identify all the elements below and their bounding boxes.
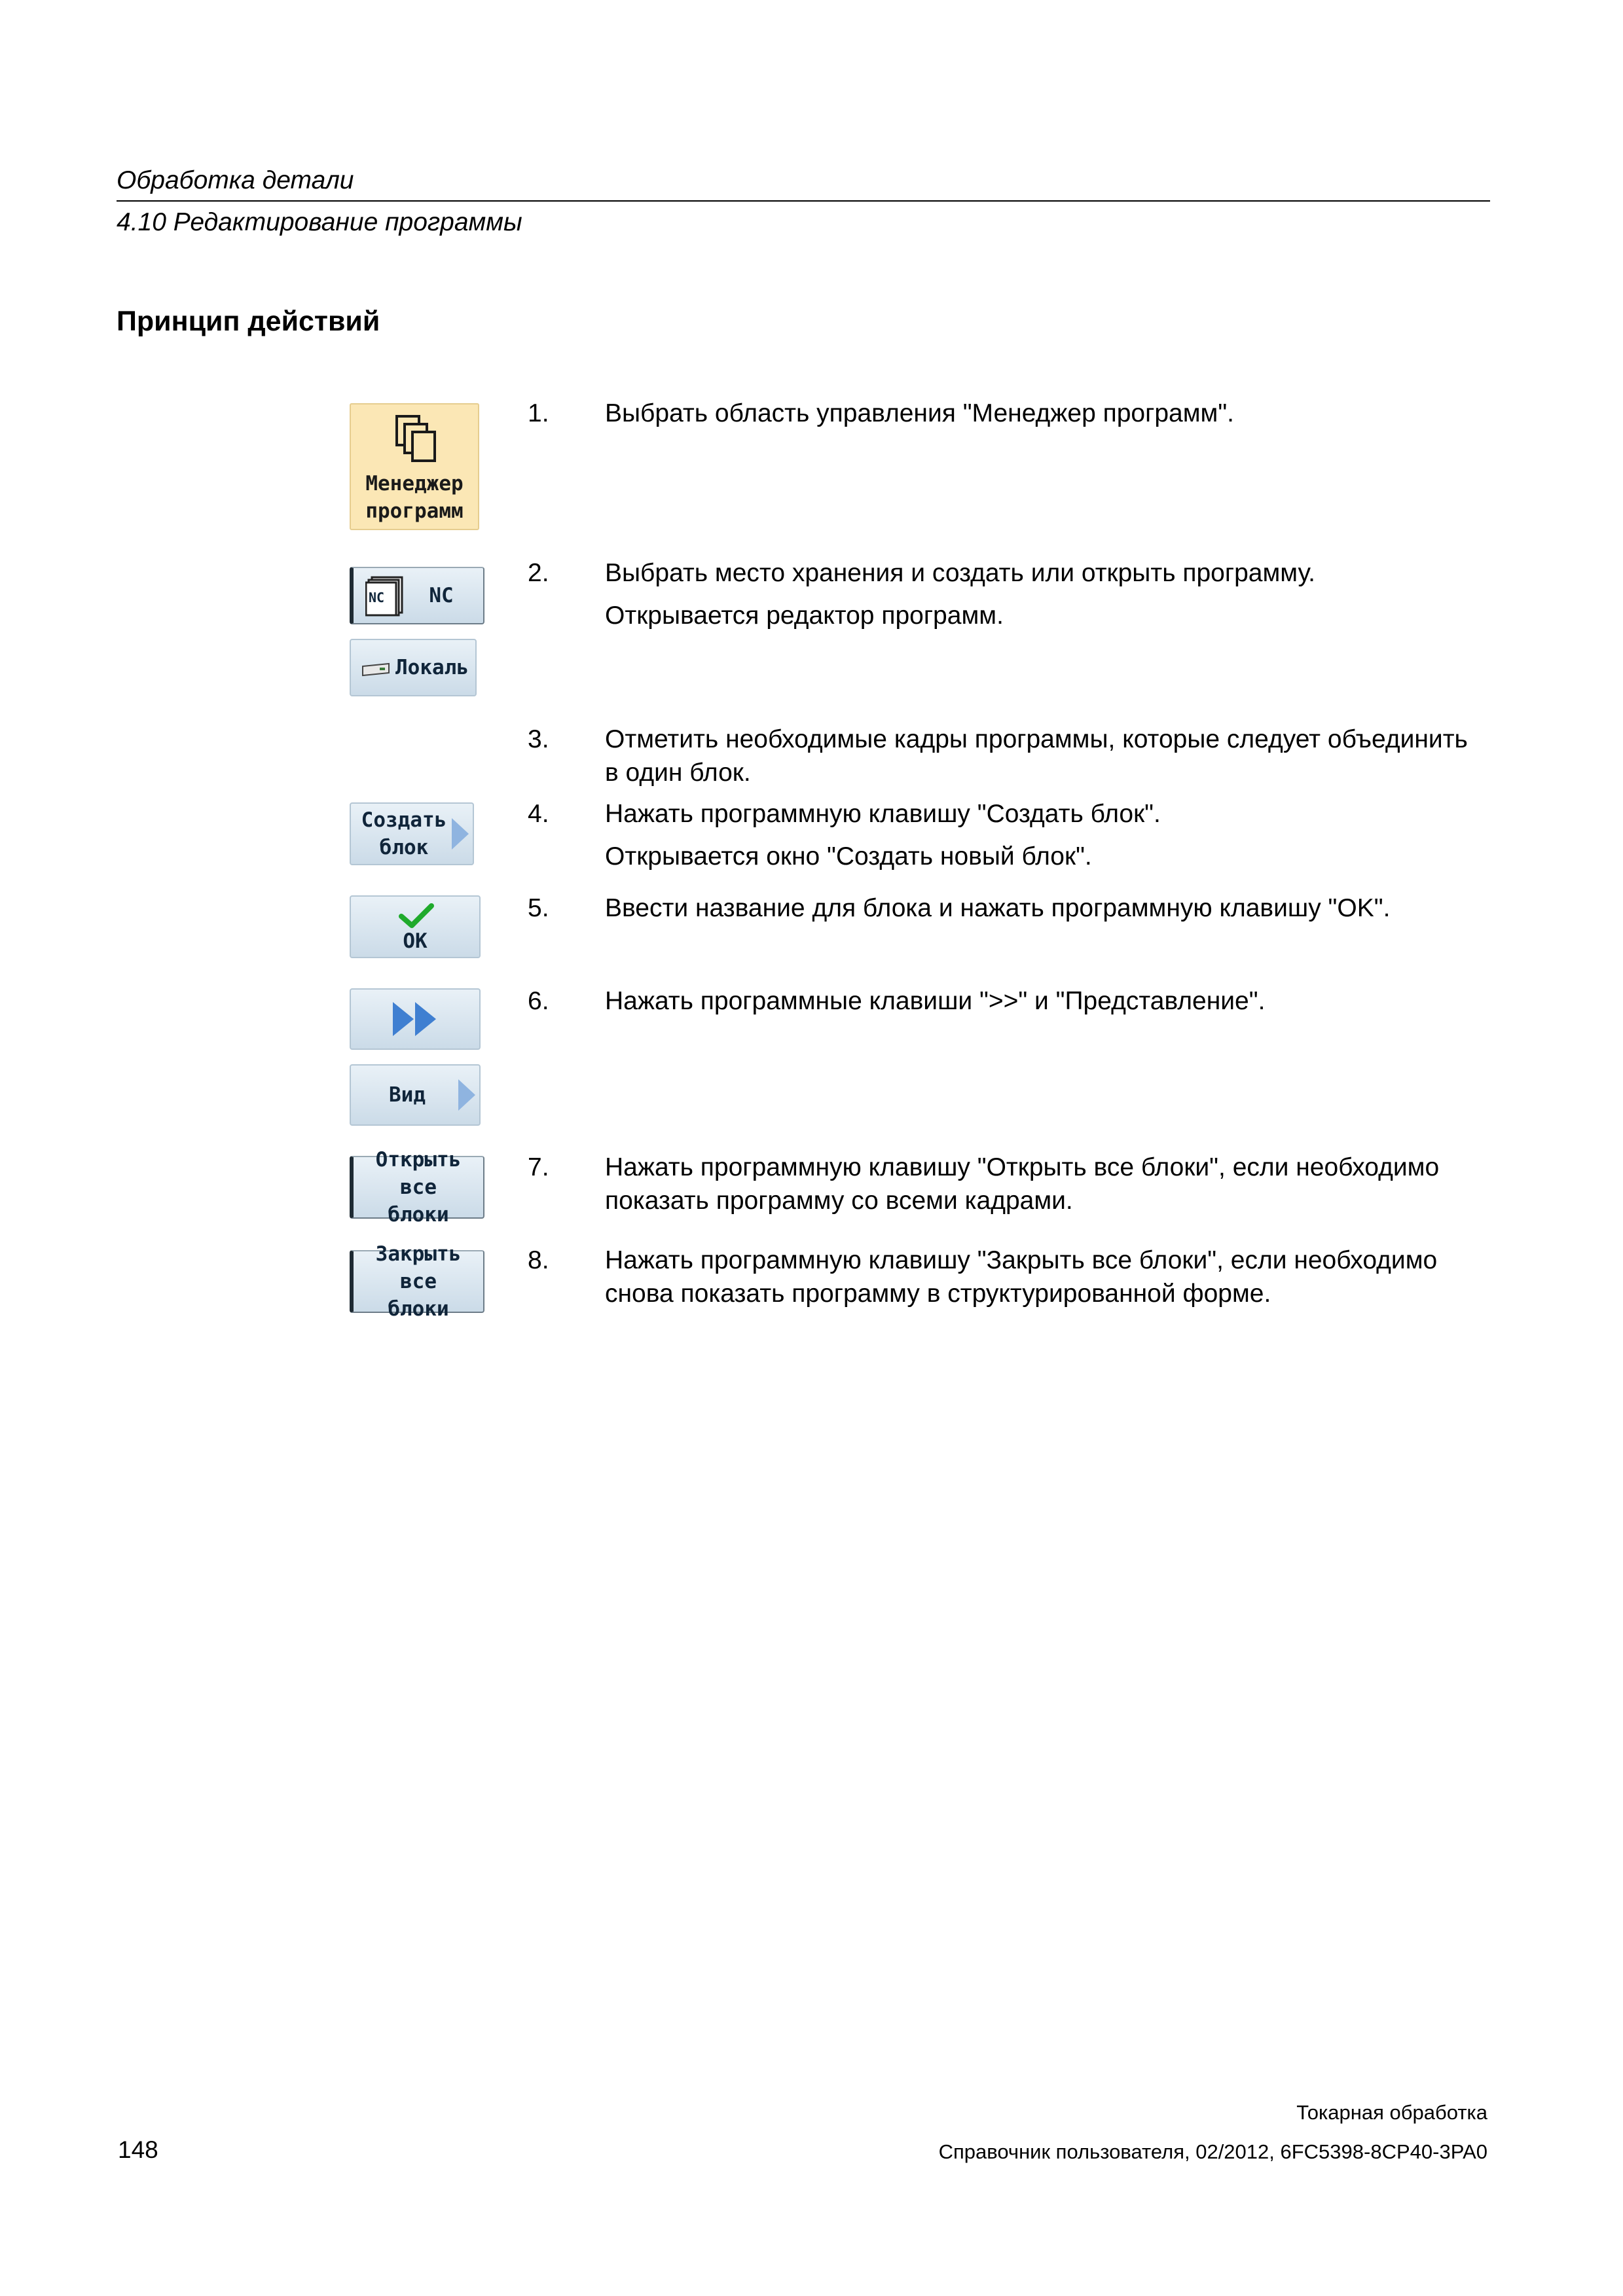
nc-button[interactable] (350, 567, 484, 624)
program-manager-button[interactable] (350, 403, 479, 530)
nc-icon (365, 576, 405, 617)
open-all-blocks-button[interactable] (350, 1148, 484, 1227)
arrow-right-icon (452, 818, 469, 850)
local-button[interactable] (350, 639, 477, 696)
section-title: Принцип действий (117, 306, 380, 337)
program-manager-icon (392, 414, 440, 465)
header-divider (117, 200, 1490, 202)
chapter-title: Обработка детали (117, 166, 354, 194)
step-number: 3. (528, 725, 549, 753)
step-number: 4. (528, 800, 549, 828)
nc-label: NC (429, 584, 454, 607)
step-text: Выбрать место хранения и создать или открыть программу. Открывается редактор программ. (605, 559, 1315, 630)
create-block-button[interactable] (350, 802, 474, 865)
close-all-blocks-label: Закрыть все блоки (375, 1242, 462, 1321)
arrow-right-icon (458, 1079, 475, 1111)
more-button[interactable] (350, 988, 481, 1050)
step-text: Выбрать область управления "Менеджер программ". (605, 399, 1235, 427)
view-button[interactable] (350, 1064, 481, 1126)
ok-label: ОК (403, 929, 428, 953)
step-number: 6. (528, 987, 549, 1015)
step-text: Ввести название для блока и нажать программную клавишу "OK". (605, 894, 1391, 922)
step-text: Нажать программную клавишу "Открыть все блоки", если необходимо показать программу со всеми кадрами. (605, 1153, 1440, 1215)
checkmark-icon (399, 903, 434, 929)
step-text: Нажать программную клавишу "Закрыть все блоки", если необходимо снова показать программу в структурированной форме. (605, 1246, 1438, 1308)
program-manager-label: Менеджер программ (365, 472, 464, 523)
footer-manual: Справочник пользователя, 02/2012, 6FC5398-8CP40-3PA0 (938, 2140, 1487, 2163)
step-text: Нажать программные клавиши ">>" и "Представление". (605, 987, 1266, 1015)
page-number: 148 (118, 2136, 158, 2163)
step-number: 1. (528, 399, 549, 427)
view-label: Вид (389, 1083, 426, 1107)
ok-button[interactable] (350, 895, 481, 958)
step-text: Отметить необходимые кадры программы, которые следует объединить в один блок. (605, 725, 1468, 787)
open-all-blocks-label: Открыть все блоки (375, 1148, 462, 1227)
section-header: 4.10 Редактирование программы (117, 208, 522, 236)
step-text: Нажать программную клавишу "Создать блок". Открывается окно "Создать новый блок". (605, 800, 1161, 870)
local-label: Локаль (395, 656, 469, 679)
step-number: 2. (528, 559, 549, 587)
step-number: 7. (528, 1153, 549, 1181)
create-block-label: Создать блок (361, 808, 447, 859)
svg-text:NC: NC (369, 590, 385, 605)
double-arrow-icon (389, 1001, 441, 1037)
step-number: 8. (528, 1246, 549, 1274)
drive-icon (360, 661, 392, 677)
close-all-blocks-button[interactable] (350, 1242, 484, 1321)
step-number: 5. (528, 894, 549, 922)
footer-product: Токарная обработка (1296, 2101, 1487, 2124)
